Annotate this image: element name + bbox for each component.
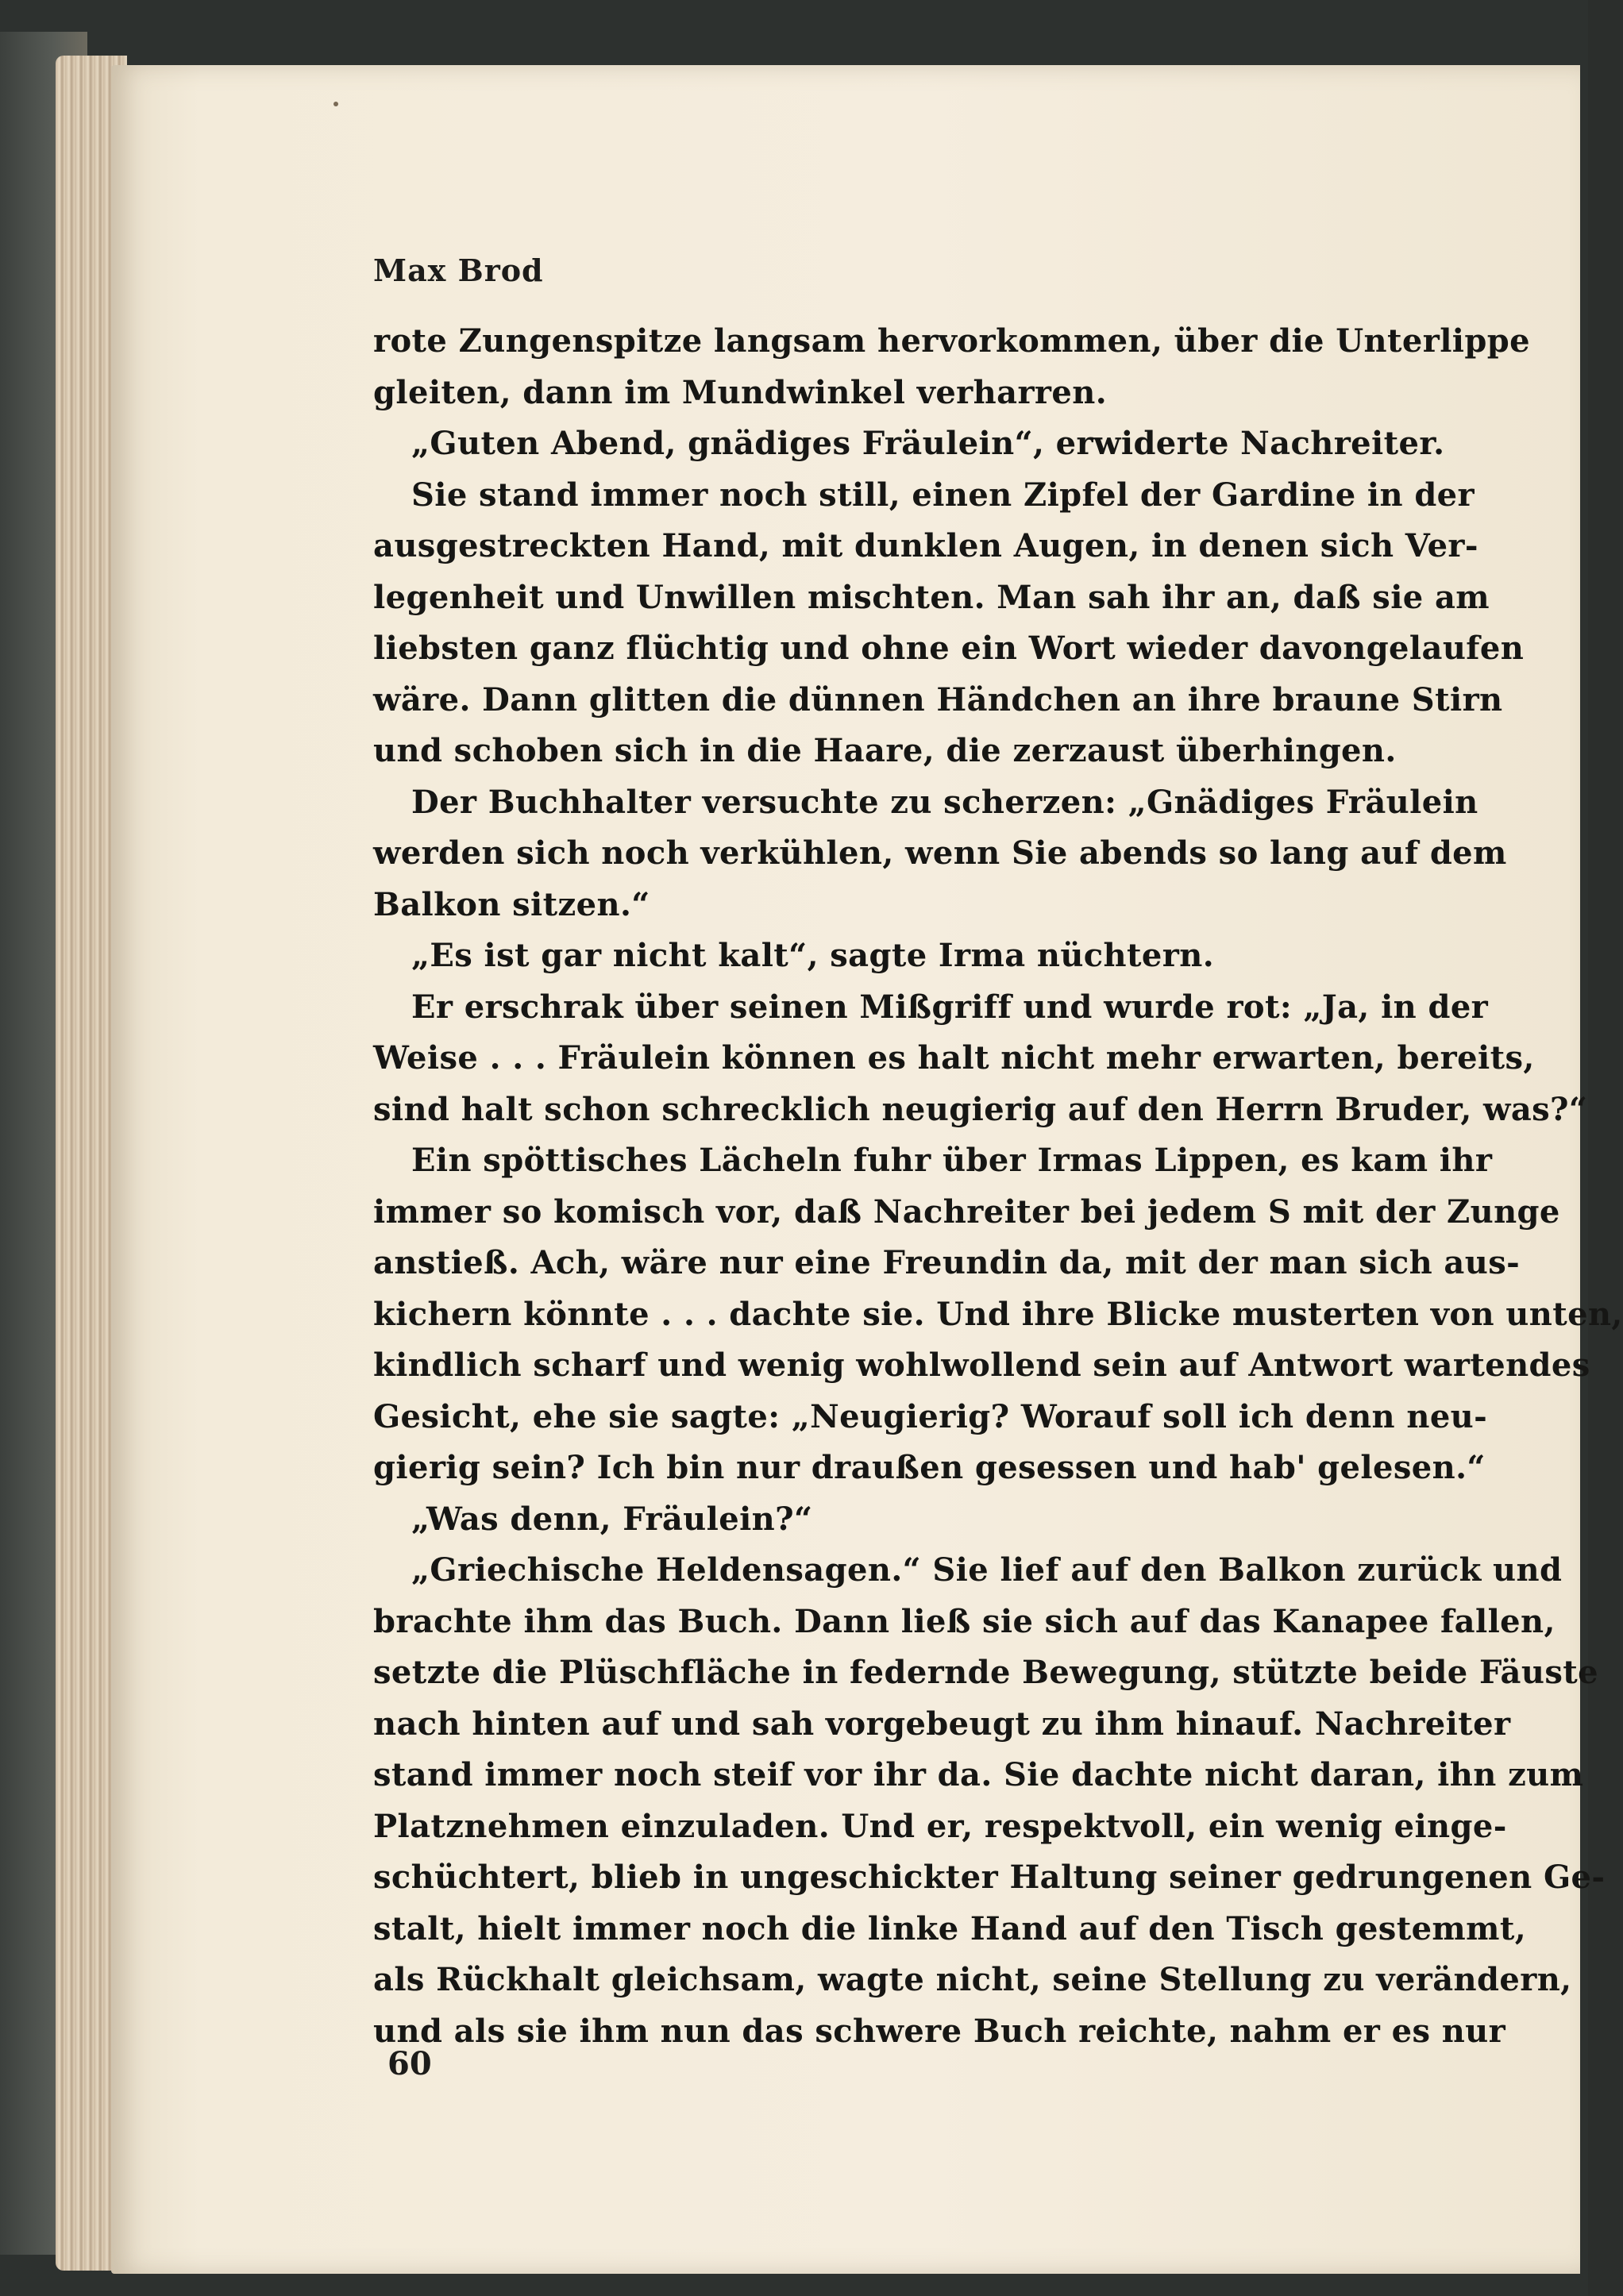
text-line: Platznehmen einzuladen. Und er, respektvoll, ein wenig einge-: [373, 1807, 1507, 1845]
text-line: sind halt schon schrecklich neugierig auf den Herrn Bruder, was?“: [373, 1090, 1588, 1128]
text-line: „Griechische Heldensagen.“ Sie lief auf den Balkon zurück und: [411, 1551, 1563, 1589]
text-line: anstieß. Ach, wäre nur eine Freundin da, mit der man sich aus-: [373, 1244, 1521, 1281]
text-line: wäre. Dann glitten die dünnen Händchen an ihre braune Stirn: [373, 680, 1503, 718]
text-line: als Rückhalt gleichsam, wagte nicht, seine Stellung zu verändern,: [373, 1961, 1572, 1998]
text-line: gierig sein? Ich bin nur draußen gesessen und hab' gelesen.“: [373, 1449, 1486, 1486]
text-line: stand immer noch steif vor ihr da. Sie dachte nicht daran, ihn zum: [373, 1756, 1584, 1793]
text-line: „Guten Abend, gnädiges Fräulein“, erwiderte Nachreiter.: [411, 425, 1445, 462]
text-line: „Es ist gar nicht kalt“, sagte Irma nüchtern.: [411, 937, 1215, 974]
text-line: werden sich noch verkühlen, wenn Sie abends so lang auf dem: [373, 834, 1507, 872]
text-line: rote Zungenspitze langsam hervorkommen, über die Unterlippe: [373, 322, 1530, 360]
text-line: Er erschrak über seinen Mißgriff und wurde rot: „Ja, in der: [411, 988, 1489, 1026]
paper-speck: [333, 102, 338, 106]
text-line: stalt, hielt immer noch die linke Hand auf den Tisch gestemmt,: [373, 1909, 1527, 1947]
text-line: immer so komisch vor, daß Nachreiter bei jedem S mit der Zunge: [373, 1192, 1560, 1231]
text-line: setzte die Plüschfläche in federnde Bewegung, stützte beide Fäuste: [373, 1654, 1599, 1691]
text-line: gleiten, dann im Mundwinkel verharren.: [373, 373, 1108, 411]
text-line: ausgestreckten Hand, mit dunklen Augen, in denen sich Ver-: [373, 527, 1478, 564]
running-header-author: Max Brod: [373, 252, 544, 288]
text-line: Balkon sitzen.“: [373, 885, 650, 923]
text-line: brachte ihm das Buch. Dann ließ sie sich auf das Kanapee fallen,: [373, 1602, 1556, 1640]
text-line: Der Buchhalter versuchte zu scherzen: „Gnädiges Fräulein: [411, 783, 1478, 821]
text-line: nach hinten auf und sah vorgebeugt zu ihm hinauf. Nachreiter: [373, 1705, 1511, 1743]
text-line: Sie stand immer noch still, einen Zipfel der Gardine in der: [411, 476, 1475, 514]
text-line: kichern könnte . . . dachte sie. Und ihre Blicke musterten von unten,: [373, 1295, 1623, 1333]
text-line: „Was denn, Fräulein?“: [411, 1500, 813, 1538]
text-line: und schoben sich in die Haare, die zerzaust überhingen.: [373, 732, 1397, 769]
text-line: liebsten ganz flüchtig und ohne ein Wort wieder davongelaufen: [373, 630, 1525, 667]
page-number: 60: [387, 2045, 432, 2082]
text-line: Gesicht, ehe sie sagte: „Neugierig? Worauf soll ich denn neu-: [373, 1397, 1488, 1435]
text-line: kindlich scharf und wenig wohlwollend sein auf Antwort wartendes: [373, 1346, 1590, 1384]
body-text: [373, 316, 1623, 2057]
text-line: und als sie ihm nun das schwere Buch reichte, nahm er es nur: [373, 2012, 1506, 2050]
text-line: schüchtert, blieb in ungeschickter Haltung seiner gedrungenen Ge-: [373, 1859, 1606, 1896]
text-line: legenheit und Unwillen mischten. Man sah ihr an, daß sie am: [373, 578, 1490, 616]
text-line: Ein spöttisches Lächeln fuhr über Irmas Lippen, es kam ihr: [411, 1142, 1493, 1179]
text-line: Weise . . . Fräulein können es halt nicht mehr erwarten, bereits,: [373, 1039, 1535, 1077]
